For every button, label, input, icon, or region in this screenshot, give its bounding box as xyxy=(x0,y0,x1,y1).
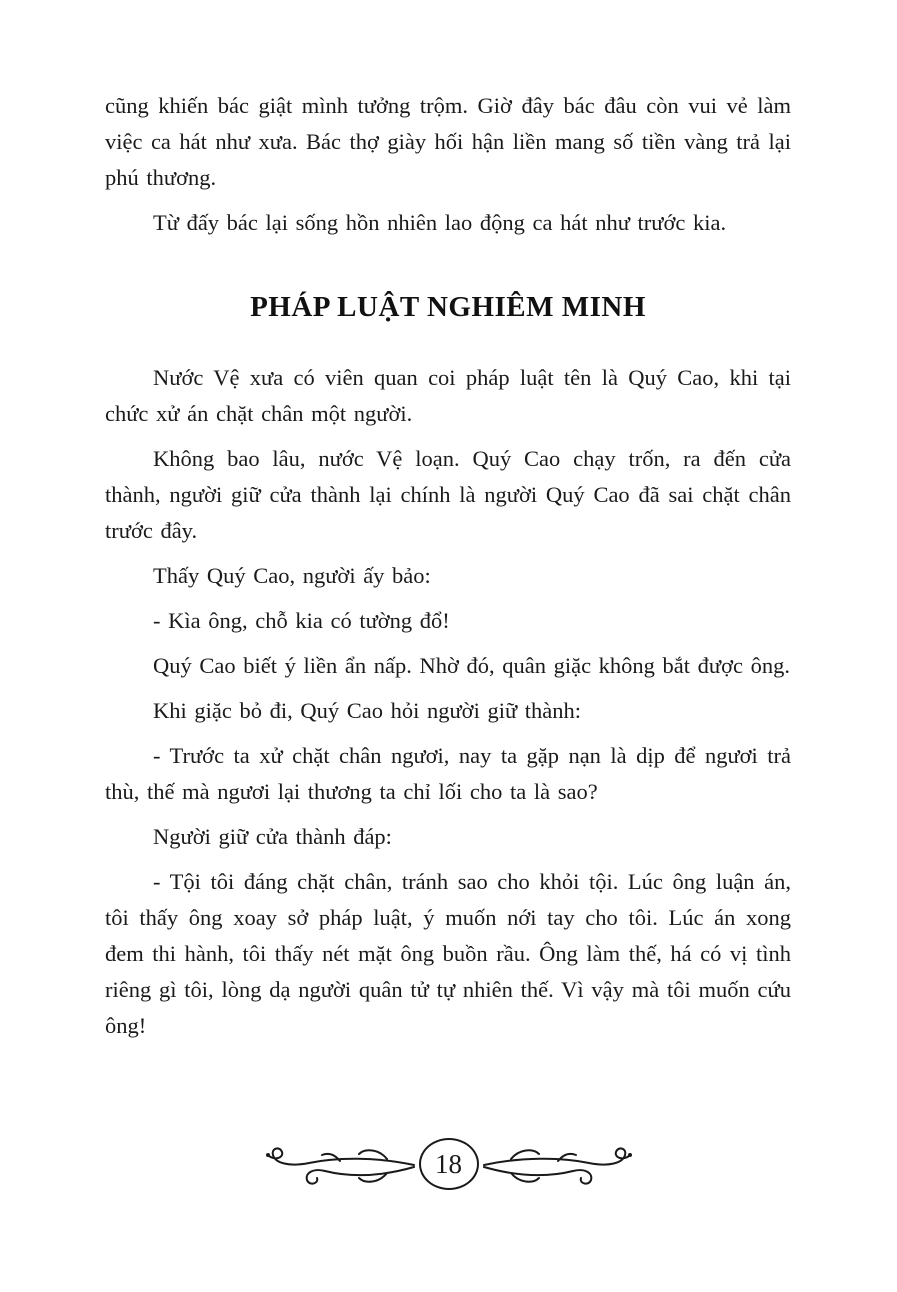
paragraph: - Kìa ông, chỗ kia có tường đổ! xyxy=(153,608,450,633)
paragraph: Thấy Quý Cao, người ấy bảo: xyxy=(153,563,431,588)
paragraph: Người giữ cửa thành đáp: xyxy=(153,824,392,849)
flourish-left-icon xyxy=(265,1139,415,1189)
flourish-right-icon xyxy=(483,1139,633,1189)
paragraph: Khi giặc bỏ đi, Quý Cao hỏi người giữ thành: xyxy=(153,698,581,723)
paragraph: - Tội tôi đáng chặt chân, tránh sao cho khỏi tội. Lúc ông luận án, tôi thấy ông xoay sở pháp luật, ý muốn nới tay cho tôi. Lúc án xong đem thi hành, tôi thấy nét mặt ông buồn rầu. Ông làm thế, há có vị tình riêng gì tôi, lòng dạ người quân tử tự nhiên thế. Vì vậy mà tôi muốn cứu ông! xyxy=(105,869,791,1038)
paragraph: Quý Cao biết ý liền ẩn nấp. Nhờ đó, quân giặc không bắt được ông. xyxy=(153,653,790,678)
paragraph: - Trước ta xử chặt chân ngươi, nay ta gặp nạn là dịp để ngươi trả thù, thế mà ngươi lại thương ta chỉ lối cho ta là sao? xyxy=(105,743,791,804)
paragraph: Từ đấy bác lại sống hồn nhiên lao động ca hát như trước kia. xyxy=(153,210,727,235)
story-title: PHÁP LUẬT NGHIÊM MINH xyxy=(250,291,646,323)
page-number: 18 xyxy=(419,1138,479,1190)
paragraph: cũng khiến bác giật mình tưởng trộm. Giờ đây bác đâu còn vui vẻ làm việc ca hát như xưa. Bác thợ giày hối hận liền mang số tiền vàng trả lại phú thương. xyxy=(105,93,791,190)
paragraph: Nước Vệ xưa có viên quan coi pháp luật tên là Quý Cao, khi tại chức xử án chặt chân một người. xyxy=(105,365,791,426)
page-footer xyxy=(0,1138,897,1190)
paragraph: Không bao lâu, nước Vệ loạn. Quý Cao chạy trốn, ra đến cửa thành, người giữ cửa thành lại chính là người Quý Cao đã sai chặt chân trước đây. xyxy=(105,446,791,543)
